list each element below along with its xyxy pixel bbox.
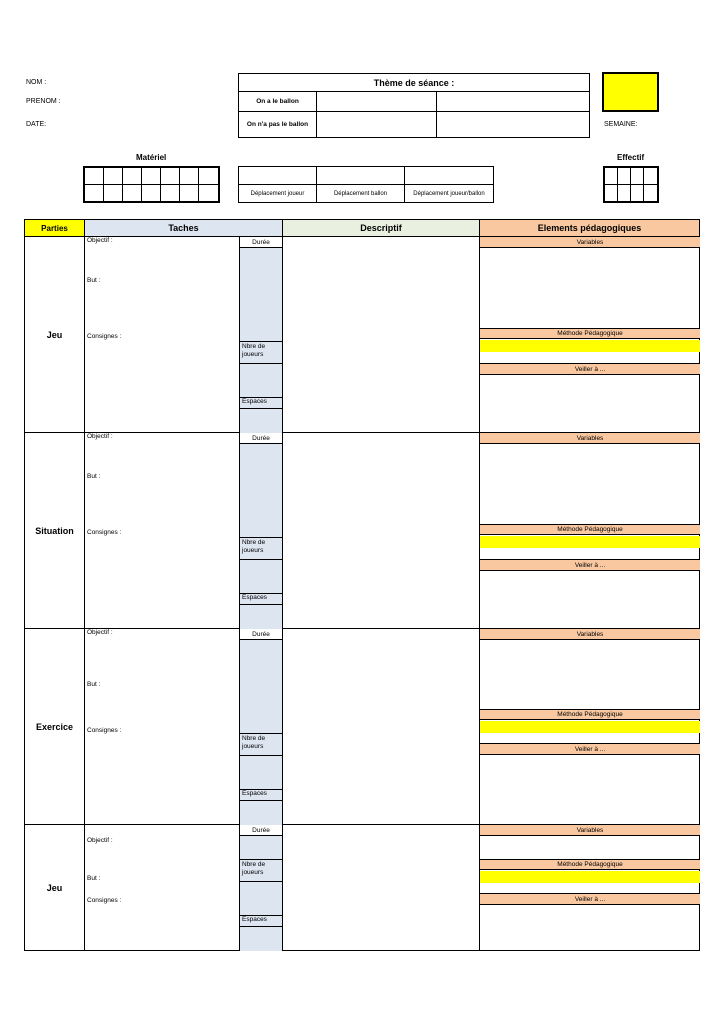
but-label: But : [87, 473, 101, 480]
deplacements-table [238, 166, 494, 203]
date-label: DATE: [26, 121, 47, 128]
espaces-label: Espaces [242, 790, 267, 797]
methode-label: Méthode Pédagogique [480, 709, 700, 720]
section-3 [25, 629, 700, 825]
duree-label: Durée [240, 237, 282, 248]
consignes-label: Consignes : [87, 529, 122, 536]
veiller-label: Veiller à ... [480, 559, 700, 571]
descriptif-area[interactable] [283, 237, 480, 433]
nbre-joueurs-label: Nbre de joueurs [242, 343, 266, 358]
deplacement-joueur-label: Déplacement joueur [239, 185, 317, 202]
theme-row1-cell1[interactable] [317, 92, 437, 112]
methode-highlight[interactable] [480, 871, 700, 883]
methode-label: Méthode Pédagogique [480, 524, 700, 535]
header-taches: Taches [85, 220, 283, 237]
theme-row2-label: On n'a pas le ballon [239, 112, 317, 137]
deplacement-joueur-ballon-label: Déplacement joueur/ballon [413, 190, 485, 197]
descriptif-area[interactable] [283, 433, 480, 629]
nbre-joueurs-label: Nbre de joueurs [242, 861, 266, 876]
section-name: Situation [25, 433, 85, 629]
espaces-label: Espaces [242, 594, 267, 601]
variables-label: Variables [480, 433, 700, 444]
methode-highlight[interactable] [480, 340, 700, 352]
rule [239, 733, 283, 734]
descriptif-area[interactable] [283, 629, 480, 825]
but-label: But : [87, 277, 101, 284]
section-name: Jeu [25, 237, 85, 433]
deplacement-joueur-ballon-cell[interactable] [405, 167, 493, 185]
veiller-label: Veiller à ... [480, 363, 700, 375]
header-elements: Elements pédagogiques [480, 220, 699, 237]
taches-subcolumn [239, 825, 283, 951]
veiller-label: Veiller à ... [480, 893, 700, 905]
variables-label: Variables [480, 825, 700, 836]
section-1 [25, 237, 700, 433]
objectif-label: Objectif : [87, 237, 113, 244]
objectif-label: Objectif : [87, 433, 113, 440]
nbre-joueurs-label: Nbre de joueurs [242, 735, 266, 750]
rule [239, 537, 283, 538]
consignes-label: Consignes : [87, 333, 122, 340]
rule [239, 755, 283, 756]
semaine-box[interactable] [602, 72, 659, 112]
semaine-label: SEMAINE: [604, 121, 638, 128]
duree-label: Durée [240, 433, 282, 444]
theme-row1-label: On a le ballon [239, 92, 317, 112]
deplacement-ballon-label: Déplacement ballon [317, 185, 405, 202]
consignes-label: Consignes : [87, 727, 122, 734]
theme-row2-cell1[interactable] [317, 112, 437, 137]
objectif-label: Objectif : [87, 837, 113, 844]
section-2 [25, 433, 700, 629]
header-parties: Parties [25, 220, 85, 237]
espaces-label: Espaces [242, 916, 267, 923]
rule [239, 859, 283, 860]
materiel-grid[interactable] [83, 166, 220, 203]
rule [239, 800, 283, 801]
rule [239, 926, 283, 927]
consignes-label: Consignes : [87, 897, 122, 904]
header-descriptif: Descriptif [283, 220, 480, 237]
theme-row1-cell2[interactable] [437, 92, 589, 112]
deplacement-joueur-cell[interactable] [239, 167, 317, 185]
descriptif-area[interactable] [283, 825, 480, 951]
nom-label: NOM : [26, 79, 47, 86]
variables-label: Variables [480, 629, 700, 640]
rule [239, 341, 283, 342]
effectif-title: Effectif [617, 153, 645, 162]
section-name: Jeu [25, 825, 85, 951]
but-label: But : [87, 875, 101, 882]
rule [239, 881, 283, 882]
theme-title: Thème de séance : [239, 74, 589, 92]
duree-label: Durée [240, 825, 282, 836]
deplacement-ballon-cell[interactable] [317, 167, 405, 185]
rule [239, 363, 283, 364]
methode-highlight[interactable] [480, 536, 700, 548]
rule [239, 408, 283, 409]
effectif-grid[interactable] [603, 166, 659, 203]
methode-highlight[interactable] [480, 721, 700, 733]
prenom-label: PRENOM : [26, 98, 61, 105]
nbre-joueurs-label: Nbre de joueurs [242, 539, 266, 554]
theme-row2-cell2[interactable] [437, 112, 589, 137]
variables-label: Variables [480, 237, 700, 248]
section-name: Exercice [25, 629, 85, 825]
section-4 [25, 825, 700, 951]
theme-table [238, 73, 590, 138]
but-label: But : [87, 681, 101, 688]
rule [239, 604, 283, 605]
duree-label: Durée [240, 629, 282, 640]
veiller-label: Veiller à ... [480, 743, 700, 755]
methode-label: Méthode Pédagogique [480, 859, 700, 870]
methode-label: Méthode Pédagogique [480, 328, 700, 339]
materiel-title: Matériel [136, 153, 167, 162]
objectif-label: Objectif : [87, 629, 113, 636]
espaces-label: Espaces [242, 398, 267, 405]
rule [239, 559, 283, 560]
